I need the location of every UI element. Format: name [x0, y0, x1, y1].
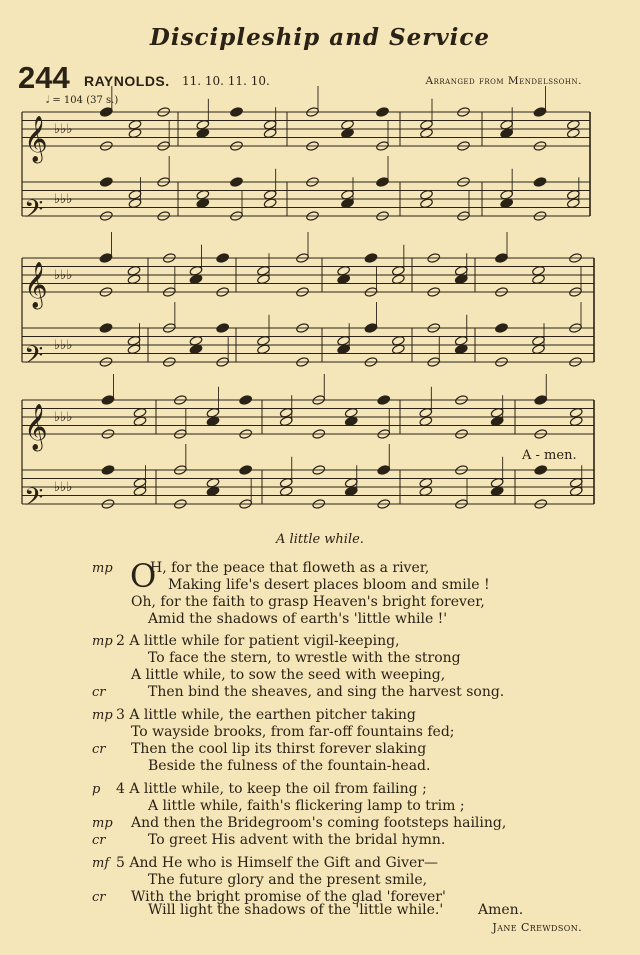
arranged-credit: Arranged from Mendelssohn. — [425, 75, 582, 87]
key-signature-flats: ♭♭♭ — [54, 410, 73, 425]
verse-line: With the bright promise of the glad 'forever' — [131, 889, 446, 905]
note-head — [239, 395, 253, 406]
verse-line: A little while, to sow the seed with weeping, — [131, 667, 446, 683]
note-head — [216, 253, 230, 264]
note-head — [230, 177, 244, 188]
bass-clef-icon: 𝄢 — [24, 195, 44, 230]
bass-clef-icon: 𝄢 — [24, 483, 44, 518]
dynamic-mark: mf — [92, 856, 110, 871]
note-head — [99, 323, 113, 334]
note-head — [99, 177, 113, 188]
verse-line: 4 A little while, to keep the oil from failing ; — [116, 781, 427, 797]
section-title: Discipleship and Service — [149, 24, 491, 51]
note-head — [495, 323, 509, 334]
verse-line: A little while, faith's flickering lamp to trim ; — [148, 798, 465, 814]
verse-line: 2 A little while for patient vigil-keeping, — [116, 633, 400, 649]
verse-line: Amid the shadows of earth's 'little while !' — [148, 611, 448, 627]
verse-line: And then the Bridegroom's coming footsteps hailing, — [131, 815, 507, 831]
note-head — [376, 107, 390, 118]
key-signature-flats: ♭♭♭ — [54, 480, 73, 495]
note-head — [495, 253, 509, 264]
note-head — [230, 107, 244, 118]
hymn-number: 244 — [18, 60, 70, 95]
dynamic-mark: cr — [92, 890, 106, 905]
key-signature-flats: ♭♭♭ — [54, 122, 73, 137]
amen-lyric: A - men. — [522, 448, 577, 463]
verse-line: Will light the shadows of the 'little while.' — [148, 902, 444, 918]
note-head — [216, 323, 230, 334]
note-heads — [99, 86, 583, 509]
amen-text: Amen. — [478, 902, 524, 918]
verse-line: To greet His advent with the bridal hymn. — [148, 832, 446, 848]
drop-cap: O — [130, 557, 157, 595]
meter: 11. 10. 11. 10. — [182, 74, 270, 88]
verse-line: Then the cool lip its thirst forever slaking — [131, 741, 427, 757]
note-head — [99, 253, 113, 264]
note-head — [377, 465, 391, 476]
dynamic-mark: p — [92, 782, 101, 797]
hymn-caption: A little while. — [276, 532, 364, 547]
verse-line: Beside the fulness of the fountain-head. — [148, 758, 431, 774]
dynamic-mark: cr — [92, 685, 106, 700]
key-signature-flats: ♭♭♭ — [54, 192, 73, 207]
note-head — [364, 253, 378, 264]
treble-clef-icon: 𝄞 — [24, 404, 48, 450]
verse-line: To face the stern, to wrestle with the strong — [148, 650, 461, 666]
note-head — [99, 107, 113, 118]
note-head — [101, 465, 115, 476]
note-head — [376, 177, 390, 188]
verse-line: Then bind the sheaves, and sing the harvest song. — [148, 684, 505, 700]
half-note-icon: 𝅗𝅥 — [46, 95, 50, 106]
tune-name: RAYNOLDS. — [84, 73, 170, 89]
note-head — [533, 177, 547, 188]
note-head — [364, 323, 378, 334]
verse-line: Oh, for the faith to grasp Heaven's bright forever, — [131, 594, 485, 610]
metronome-text: = 104 (37 s.) — [52, 95, 119, 106]
key-signature-flats: ♭♭♭ — [54, 338, 73, 353]
verse-line: H, for the peace that floweth as a river, — [150, 560, 430, 576]
treble-clef-icon: 𝄞 — [24, 116, 48, 162]
verse-line: To wayside brooks, from far-off fountains fed; — [131, 724, 455, 740]
treble-clef-icon: 𝄞 — [24, 262, 48, 308]
note-head — [239, 465, 253, 476]
verse-line: Making life's desert places bloom and smile ! — [168, 577, 490, 593]
verse-line: 5 And He who is Himself the Gift and Giver— — [116, 855, 438, 871]
dynamic-mark: mp — [92, 634, 113, 649]
dynamic-mark: cr — [92, 742, 106, 757]
note-head — [101, 395, 115, 406]
note-head — [534, 465, 548, 476]
dynamic-mark: cr — [92, 833, 106, 848]
verse-line: The future glory and the present smile, — [148, 872, 428, 888]
dynamic-mark: mp — [92, 708, 113, 723]
key-signature-flats: ♭♭♭ — [54, 268, 73, 283]
staff-systems — [22, 112, 594, 518]
note-head — [377, 395, 391, 406]
note-head — [534, 395, 548, 406]
bass-clef-icon: 𝄢 — [24, 341, 44, 376]
dynamic-mark: mp — [92, 561, 113, 576]
dynamic-mark: mp — [92, 816, 113, 831]
author-credit: Jane Crewdson. — [492, 921, 582, 934]
note-head — [533, 107, 547, 118]
verse-line: 3 A little while, the earthen pitcher taking — [116, 707, 416, 723]
